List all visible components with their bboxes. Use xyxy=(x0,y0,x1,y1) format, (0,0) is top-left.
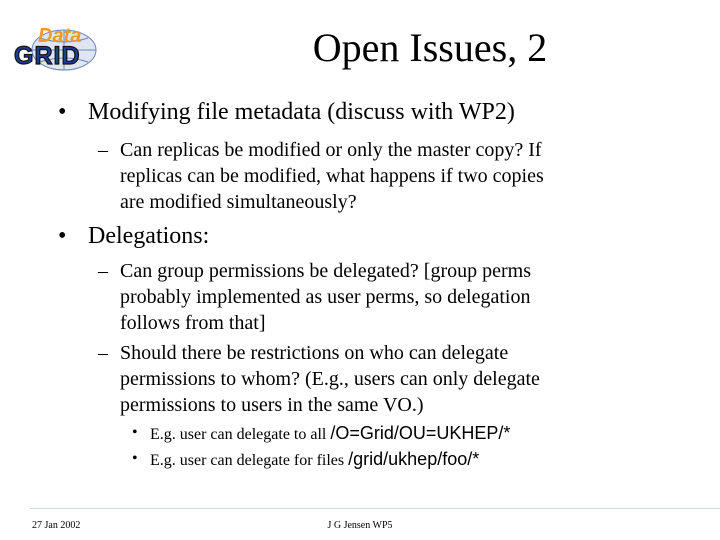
logo-bottom-text: GRID xyxy=(14,42,81,70)
datagrid-logo-graphic xyxy=(10,22,118,72)
bullet-text: Delegations: xyxy=(88,223,210,249)
dash-symbol: – xyxy=(98,342,108,364)
sub-bullet-line: Can group permissions be delegated? [group perms xyxy=(120,260,532,282)
datagrid-logo xyxy=(10,22,118,72)
sub-bullet-line: permissions to users in the same VO.) xyxy=(120,394,424,416)
sub-sub-bullet-text xyxy=(150,448,479,472)
footer-date: 27 Jan 2002 xyxy=(32,520,81,531)
sub-sub-bullet-text xyxy=(150,422,510,446)
dn-path: /O=Grid/OU=UKHEP/* xyxy=(330,423,511,443)
text-prefix: E.g. user can delegate to all xyxy=(150,426,331,443)
slide-title: Open Issues, 2 xyxy=(312,25,548,70)
sub-bullet-line: Should there be restrictions on who can delegate xyxy=(120,342,509,364)
footer-author: J G Jensen WP5 xyxy=(327,520,393,531)
dash-symbol: – xyxy=(98,260,108,282)
sub-bullet-line: are modified simultaneously? xyxy=(120,191,357,213)
bullet-symbol: • xyxy=(58,223,67,249)
dash-symbol: – xyxy=(98,139,108,161)
sub-bullet-line: follows from that] xyxy=(120,312,266,334)
footer-divider xyxy=(30,508,720,509)
sub-bullet-line: Can replicas be modified or only the master copy? If xyxy=(120,139,542,161)
bullet-symbol: • xyxy=(132,450,138,467)
text-prefix: E.g. user can delegate for files xyxy=(150,452,349,469)
bullet-symbol: • xyxy=(58,99,67,125)
sub-bullet-line: probably implemented as user perms, so delegation xyxy=(120,286,531,308)
file-path: /grid/ukhep/foo/* xyxy=(348,449,480,469)
bullet-symbol: • xyxy=(132,424,138,441)
sub-bullet-line: replicas can be modified, what happens if two copies xyxy=(120,165,544,187)
logo-top-text: Data xyxy=(38,25,82,47)
sub-bullet-line: permissions to whom? (E.g., users can only delegate xyxy=(120,368,540,390)
bullet-text: Modifying file metadata (discuss with WP2) xyxy=(88,99,515,125)
